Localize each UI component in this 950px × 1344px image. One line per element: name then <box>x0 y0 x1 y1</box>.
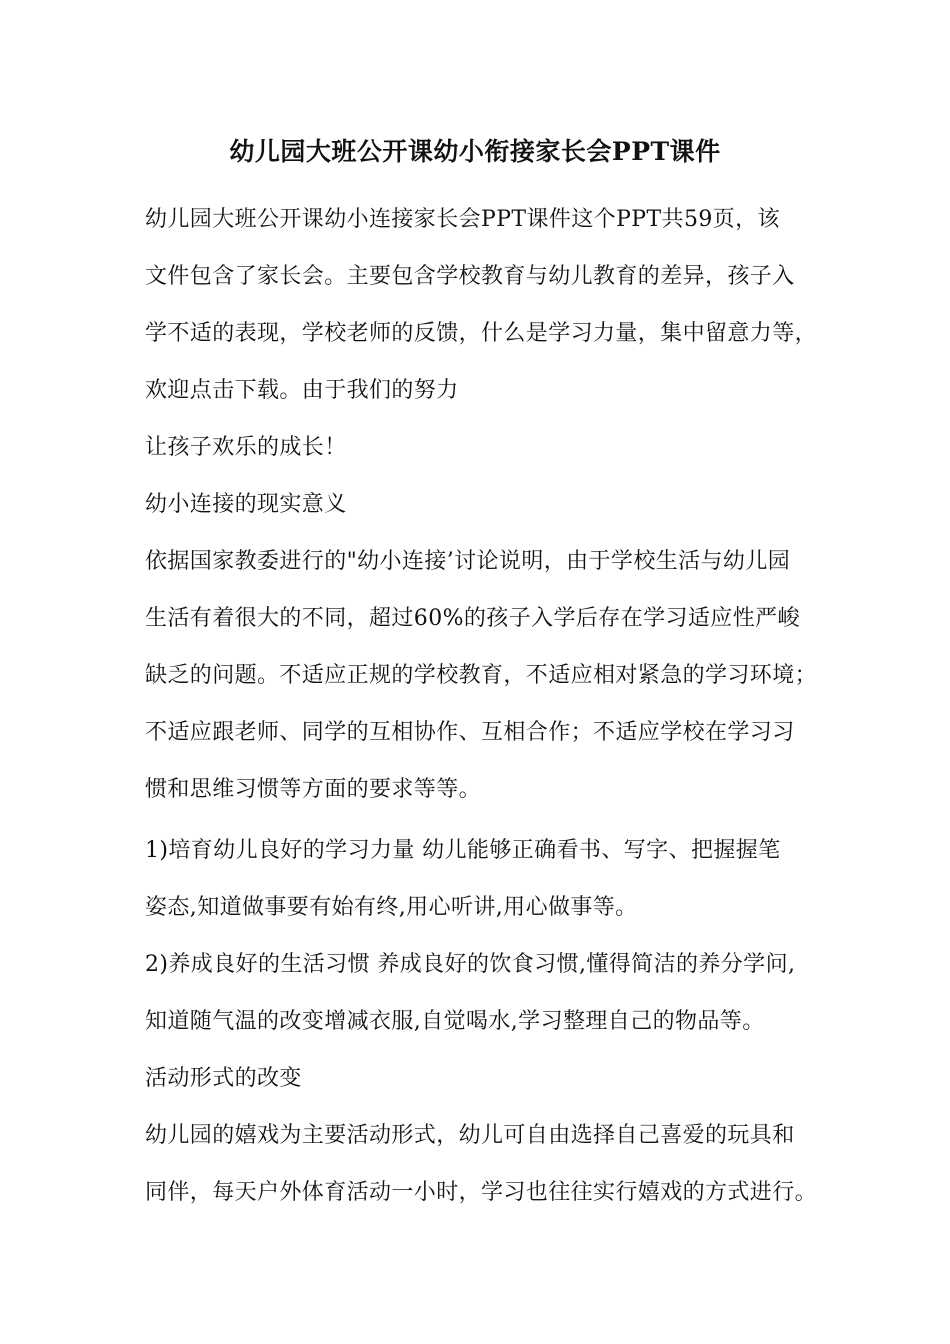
section-heading: 活动形式的改变 <box>145 1066 302 1091</box>
paragraph-line: 不适应跟老师、同学的互相协作、互相合作；不适应学校在学习习 <box>145 720 795 745</box>
paragraph-line: 2)养成良好的生活习惯 养成良好的饮食习惯,懂得简洁的养分学问, <box>145 952 796 977</box>
paragraph-line: 幼儿园的嬉戏为主要活动形式，幼儿可自由选择自己喜爱的玩具和 <box>145 1123 795 1148</box>
paragraph-line: 生活有着很大的不同，超过60%的孩子入学后存在学习适应性严峻 <box>145 606 800 631</box>
section-heading: 幼小连接的现实意义 <box>145 492 347 517</box>
paragraph-line: 1)培育幼儿良好的学习力量 幼儿能够正确看书、写字、把握握笔 <box>145 838 781 863</box>
paragraph-line: 文件包含了家长会。主要包含学校教育与幼儿教育的差异，孩子入 <box>145 264 795 289</box>
paragraph-line: 同伴，每天户外体育活动一小时，学习也往往实行嬉戏的方式进行。 <box>145 1180 818 1205</box>
paragraph-line: 让孩子欢乐的成长！ <box>145 435 347 460</box>
paragraph-line: 缺乏的问题。不适应正规的学校教育，不适应相对紧急的学习环境； <box>145 663 818 688</box>
paragraph-line: 学不适的表现，学校老师的反馈，什么是学习力量，集中留意力等， <box>145 321 818 346</box>
paragraph-line: 惯和思维习惯等方面的要求等等。 <box>145 777 482 802</box>
paragraph-line: 知道随气温的改变增减衣服,自觉喝水,学习整理自己的物品等。 <box>145 1009 765 1034</box>
paragraph-line: 依据国家教委进行的"幼小连接’讨论说明，由于学校生活与幼儿园 <box>145 549 791 574</box>
paragraph-line: 姿态,知道做事要有始有终,用心听讲,用心做事等。 <box>145 895 638 920</box>
paragraph-line: 欢迎点击下载。由于我们的努力 <box>145 378 459 403</box>
paragraph-line: 幼儿园大班公开课幼小连接家长会PPT课件这个PPT共59页，该 <box>145 207 780 232</box>
document-title: 幼儿园大班公开课幼小衔接家长会PPT课件 <box>229 137 721 166</box>
